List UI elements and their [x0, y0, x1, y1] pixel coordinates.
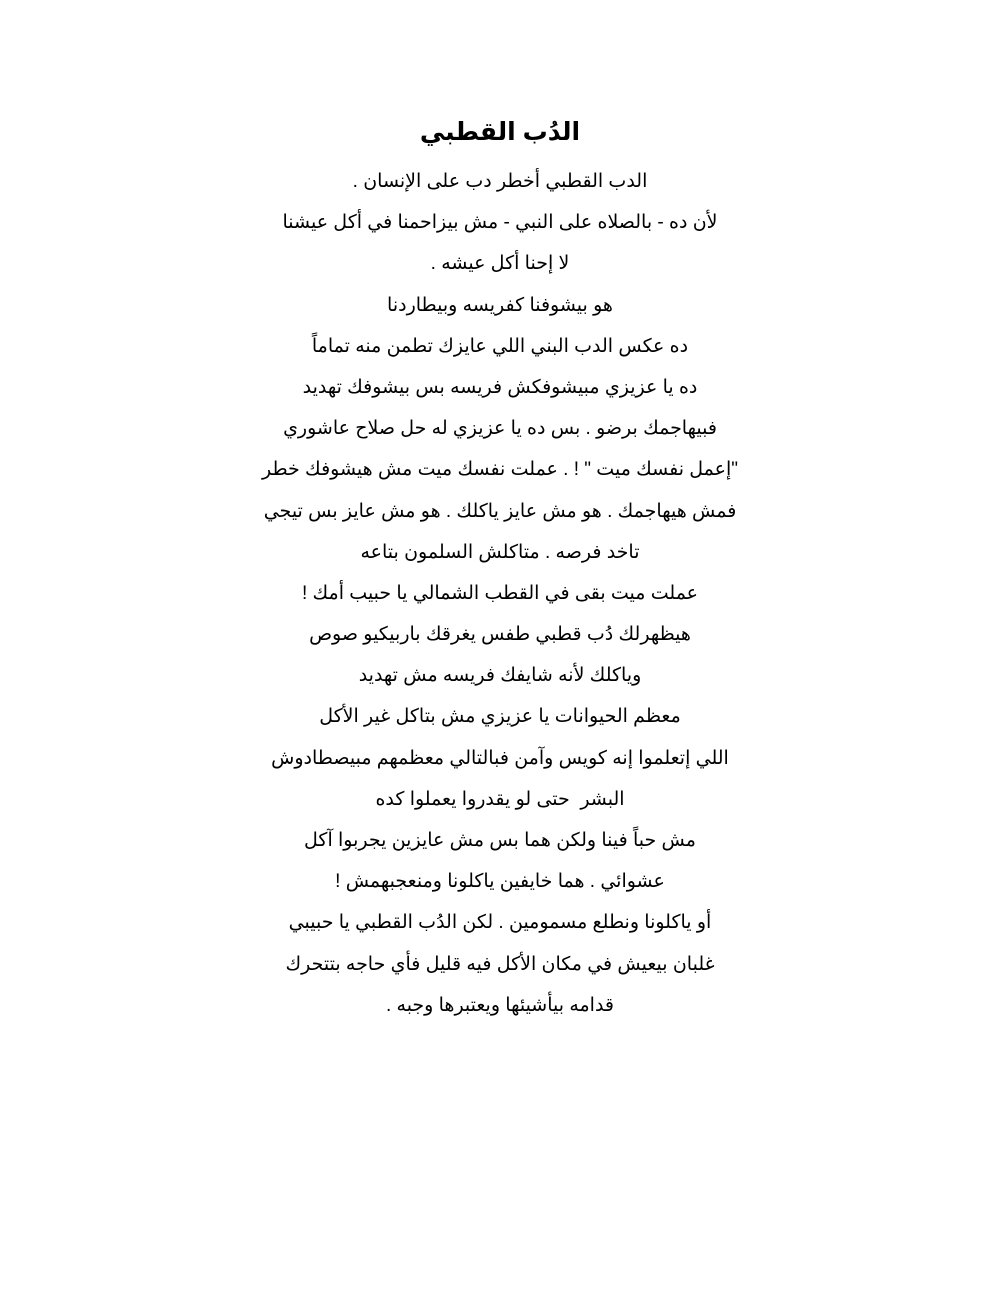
- text-line: "إعمل نفسك ميت " ! . عملت نفسك ميت مش هيشوفك خطر: [261, 459, 739, 481]
- text-line: قدامه بيأشيئها ويعتبرها وجبه .: [385, 994, 615, 1016]
- text-line: غلبان بيعيش في مكان الأكل فيه قليل فأي حاجه بتتحرك: [285, 953, 715, 975]
- text-line: مش حباً فينا ولكن هما بس مش عايزين يجربوا آكل: [304, 830, 696, 851]
- text-line: لا إحنا أكل عيشه .: [430, 253, 570, 275]
- text-line: فمش هيهاجمك . هو مش عايز ياكلك . هو مش عايز بس تيجي: [263, 500, 737, 522]
- text-line: ده يا عزيزي مبيشوفكش فريسه بس بيشوفك تهديد: [302, 376, 698, 398]
- text-line: هيظهرلك دُب قطبي طفس يغرقك باربيكيو صوص: [309, 624, 691, 646]
- text-line: الدب القطبي أخطر دب على الإنسان .: [352, 171, 648, 192]
- text-line: أو ياكلونا ونطلع مسمومين . لكن الدُب القطبي يا حبيبي: [288, 912, 712, 934]
- text-line: ده عكس الدب البني اللي عايزك تطمن منه تماماً: [311, 335, 689, 357]
- text-line: هو بيشوفنا كفريسه وبيطاردنا: [387, 294, 613, 316]
- text-line: البشر حتى لو يقدروا يعملوا كده: [375, 788, 625, 810]
- text-line: عملت ميت بقى في القطب الشمالي يا حبيب أمك !: [301, 582, 699, 604]
- text-line: اللي إتعلموا إنه كويس وآمن فبالتالي معظمهم مبيصطادوش: [271, 747, 729, 769]
- text-line: لأن ده - بالصلاه على النبي - مش بيزاحمنا في أكل عيشنا: [282, 212, 718, 234]
- text-line: وياكلك لأنه شايفك فريسه مش تهديد: [358, 665, 642, 687]
- text-line: فبيهاجمك برضو . بس ده يا عزيزي له حل صلاح عاشوري: [283, 418, 717, 440]
- document-title: الدُب القطبي: [419, 118, 581, 146]
- text-line: عشوائي . هما خايفين ياكلونا ومنعجبهمش !: [335, 871, 665, 893]
- text-line: معظم الحيوانات يا عزيزي مش بتاكل غير الأكل: [319, 706, 681, 728]
- text-line: تاخد فرصه . متاكلش السلمون بتاعه: [360, 541, 640, 563]
- document-body: [0, 161, 1000, 1026]
